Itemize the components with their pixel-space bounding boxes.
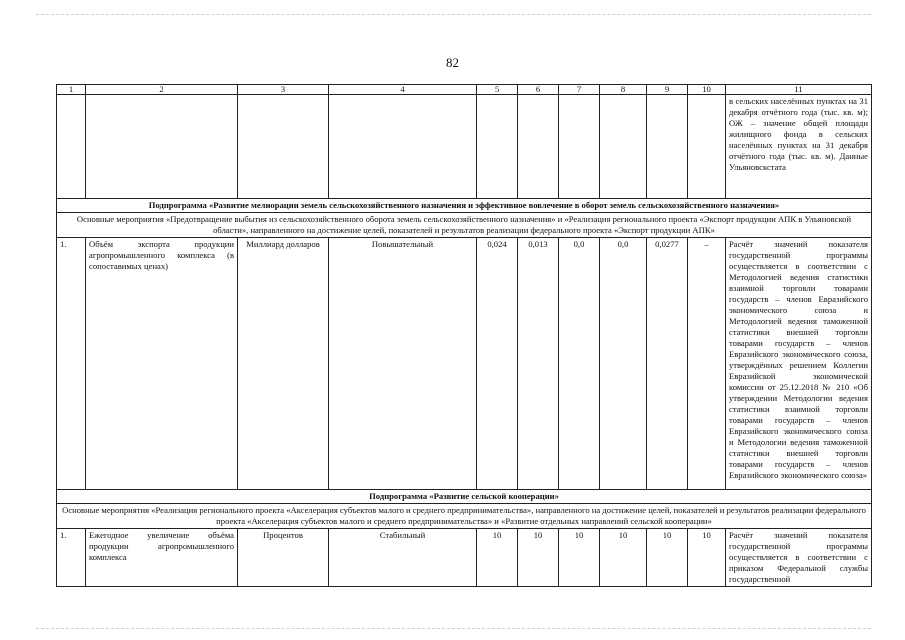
value-col-9: 10	[647, 529, 688, 587]
cell-empty	[559, 95, 600, 199]
column-number: 10	[688, 85, 726, 95]
continuation-row	[57, 95, 872, 199]
row-number: 1.	[57, 238, 86, 490]
value-col-7: 0,0	[559, 238, 600, 490]
column-number: 4	[329, 85, 477, 95]
method-text: Расчёт значений показателя государственной программы осуществляется в соответствии с приказом Федеральной службы государственной	[726, 529, 872, 587]
subprogram-title: Подпрограмма «Развитие мелиорации земель сельскохозяйственного назначения и эффективное вовлечение в оборот земель сельскохозяйственного назначения»	[57, 199, 872, 213]
value-col-5: 10	[477, 529, 518, 587]
page-number: 82	[446, 55, 459, 70]
scan-edge-top	[36, 14, 871, 15]
cell-empty	[518, 95, 559, 199]
indicators-table	[56, 84, 872, 587]
value-col-6: 0,013	[518, 238, 559, 490]
activities-row	[57, 504, 872, 529]
cell-empty	[647, 95, 688, 199]
cell-empty	[57, 95, 86, 199]
activities-row	[57, 213, 872, 238]
indicator-type: Повышательный	[329, 238, 477, 490]
activities-text: Основные мероприятия «Предотвращение выбытия из сельскохозяйственного оборота земель сельскохозяйственного назначения» и «Реализация регионального проекта «Экспорт продукции АПК в Ульяновской области», направленного на достижение целей, показателей и результатов реализации федерального проекта «Экспорт продукции АПК»	[57, 213, 872, 238]
cell-empty	[238, 95, 329, 199]
column-number: 3	[238, 85, 329, 95]
cell-empty	[477, 95, 518, 199]
method-text: в сельских населённых пунктах на 31 декабря отчётного года (тыс. кв. м); ОЖ – значение общей площади жилищного фонда в сельских населённых пунктах на 31 декабря отчётного года (тыс. кв. м). Данные Ульяновскстата	[726, 95, 872, 199]
value-col-10: 10	[688, 529, 726, 587]
unit: Миллиард долларов	[238, 238, 329, 490]
indicator-name: Ежегодное увеличение объёма продукции агропромышленного комплекса	[86, 529, 238, 587]
value-col-10: –	[688, 238, 726, 490]
indicator-type: Стабильный	[329, 529, 477, 587]
indicator-row	[57, 529, 872, 587]
scan-edge-bottom	[36, 628, 871, 629]
value-col-9: 0,0277	[647, 238, 688, 490]
indicator-name: Объём экспорта продукции агропромышленного комплекса (в сопоставимых ценах)	[86, 238, 238, 490]
column-number: 2	[86, 85, 238, 95]
value-col-8: 0,0	[600, 238, 647, 490]
cell-empty	[688, 95, 726, 199]
column-number: 7	[559, 85, 600, 95]
cell-empty	[600, 95, 647, 199]
column-number: 6	[518, 85, 559, 95]
subprogram-row	[57, 199, 872, 213]
value-col-7: 10	[559, 529, 600, 587]
column-number: 5	[477, 85, 518, 95]
indicator-row	[57, 238, 872, 490]
method-text: Расчёт значений показателя государственной программы осуществляется в соответствии с Методологией ведения статистики взаимной торговли товарами государств – членов Евразийского экономического союза и Методологией ведения таможенной статистики внешней торговли товарами государств – членов Евразийского экономического союза, утверждённых решением Коллегии Евразийской экономической комиссии от 25.12.2018 № 210 «Об утверждении Методологии ведения статистики взаимной торговли товарами государств – членов Евразийского экономического союза и Методологии ведения таможенной статистики внешней торговли товарами государств – членов Евразийского экономического союза»	[726, 238, 872, 490]
subprogram-row	[57, 490, 872, 504]
value-col-5: 0,024	[477, 238, 518, 490]
column-number: 11	[726, 85, 872, 95]
value-col-8: 10	[600, 529, 647, 587]
value-col-6: 10	[518, 529, 559, 587]
subprogram-title: Подпрограмма «Развитие сельской кооперации»	[57, 490, 872, 504]
row-number: 1.	[57, 529, 86, 587]
cell-empty	[86, 95, 238, 199]
column-number-row	[57, 85, 872, 95]
column-number: 8	[600, 85, 647, 95]
column-number: 9	[647, 85, 688, 95]
unit: Процентов	[238, 529, 329, 587]
column-number: 1	[57, 85, 86, 95]
cell-empty	[329, 95, 477, 199]
activities-text: Основные мероприятия «Реализация регионального проекта «Акселерация субъектов малого и среднего предпринимательства», направленного на достижение целей, показателей и результатов реализации федерального проекта «Акселерация субъектов малого и среднего предпринимательства» и «Развитие отдельных направлений сельской кооперации»	[57, 504, 872, 529]
